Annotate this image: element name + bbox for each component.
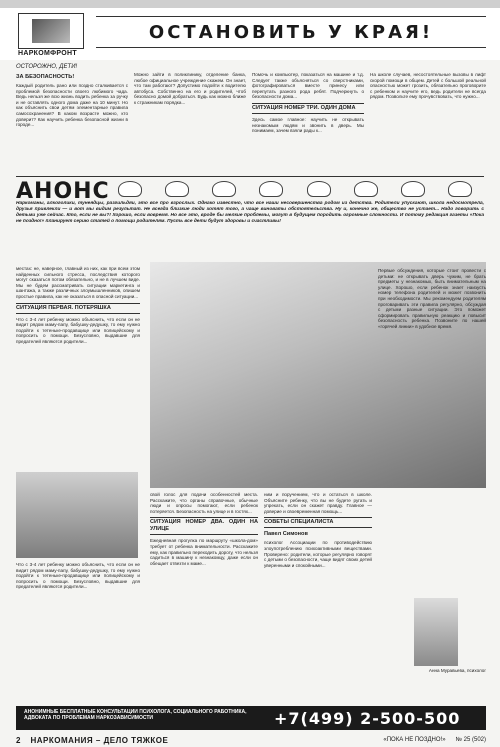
kicker: ОСТОРОЖНО, ДЕТИ! [16, 64, 78, 70]
kids-illustration [106, 181, 484, 195]
anons-section [16, 176, 484, 263]
kid-figure [354, 181, 378, 197]
kid-figure [448, 181, 472, 197]
banner-text: АНОНИМНЫЕ БЕСПЛАТНЫЕ КОНСУЛЬТАЦИИ ПСИХОЛОГА, СОЦИАЛЬНОГО РАБОТНИКА, АДВОКАТА ПО ПРОБЛЕМАМ НАРКОЗАВИСИМОСТИ [24, 709, 247, 721]
article-text: местах: не, наверное, главный из них, как при всем этом найденных сильного стресса, последствия которого могут сказаться потом обязательно, и не в лучшем виде. Мы не будем рассматривать ситуации маркетинга и шантажа, а также различных злоумышленников, опишем простые правила, как не оказаться в опасной ситуации... [16, 266, 140, 299]
section-heading: СИТУАЦИЯ ПЕРВАЯ. ПОТЕРЯШКА [16, 303, 140, 314]
page-title: ОСТАНОВИТЬ У КРАЯ! [96, 16, 486, 48]
column-1-top [16, 72, 128, 174]
column-3-lower [264, 492, 372, 700]
article-text: Первые обсуждения, которые стоит провести с детьми: не открывать дверь чужим, не брать предметы у незнакомых, быть внимательным на улице. Хорошо, если ребенок знает наизусть номер телефона родителей и может позвонить при необходимости. Мы рекомендуем родителям проговаривать эти правила регулярно, обсуждая с детьми разные ситуации. Это поможет сформировать правильную реакцию и повысит безопасность ребенка. Позвоните по нашей «горячей линии» в удобное время. [378, 268, 486, 329]
article-text: ним и поручением, что и остаться в школе. Объясните ребенку, что вы не будете ругать и упрекать, если он скажет правду. Главное — доверие и своевременная помощь... [264, 492, 372, 514]
kid-figure [118, 181, 142, 197]
section-title: НАРКОМАНИЯ – ДЕЛО ТЯЖКОЕ [30, 735, 169, 745]
page-footer [16, 734, 486, 746]
logo-art [32, 19, 70, 43]
article-text: свой голос для подачи особенностей места. Расскажите, что органы справочные, обычные люди и опросы помогают, если ребенок потеряется. Безопасность на улице и в гостях... [150, 492, 258, 514]
kid-figure [259, 181, 283, 197]
photo-child-walking [16, 472, 138, 558]
anons-title: АНОНС [16, 179, 110, 204]
column-1-mid [16, 266, 140, 470]
logo [18, 13, 84, 49]
column-2-top [134, 72, 246, 174]
kid-figure [212, 181, 236, 197]
anons-text: Наркоманы, алкоголики, тунеядцы, разгильдяи, это все про взрослых. Однако известно, что все наши несовершенства родом из детства. Родители упускают, школа недосмотрела, друзья привлекли — и вот мы видим результат. Не всегда близкие люди хотят того, а чаще виноваты обстоятельства. Ну и, конечно же, общество не устает... Надо говорить с детьми уже сейчас. Кто, если не вы?! Хорошо, если вовремя. Но все это, вроде бы мелкие проблемы, могут в будущем породить огромные сложности. И потому редакция газеты «Пока не поздно!» планирует серию статей о помощи родителям. Пусть все дети будут здоровы и счастливы! [16, 201, 484, 224]
column-1-bottom [16, 562, 140, 700]
article-text: Помочь и компьютер, показаться на машине и т.д. Следует также объясняться со сверстниками, фотографироваться вместе принесу или перепутать разного рода ребят. Подчеркнуть о безопасности дома... [252, 72, 364, 100]
issue-number: № 25 (502) [455, 737, 486, 743]
column-2-lower [150, 492, 258, 700]
hotline-phone: +7(499) 2-500-500 [274, 709, 461, 728]
article-text: Каждый родитель рано или поздно сталкивается с проблемой безопасности своего любимого чада. Ведь нельзя же всю жизнь водить ребенка за ручку и не оставлять одного дома даже на 10 минут. Но как объяснить свои детям элементарные правила самосохранения? В каком возрасте можно, кто доверит? Как научить ребенка безопасной жизни в городе... [16, 83, 128, 128]
article-text: Что с 3-4 лет ребенку можно объяснить, что если он не видит рядом маму-папу, бабушку-дедушку, то ему нужно подойти к тетеньке-продавщице или полицейскому и попросить о помощи. Безусловно, выдавшие для предателей являются родители... [16, 562, 140, 590]
column-4-top [370, 72, 486, 174]
paper-name: «ПОКА НЕ ПОЗДНО!» [383, 737, 446, 743]
article-text: Ежедневная прогулка по маршруту «школа-дом» требует от ребенка внимательности. Расскажите ему, как правильно переходить дорогу, что нельзя садиться в машину к незнакомцу, даже если он обещает отвезти к маме... [150, 538, 258, 566]
page-header [0, 0, 500, 60]
article-text: Что с 3-4 лет ребенку можно объяснить, что если он не видит рядом маму-папу, бабушку-дедушку, то ему нужно подойти к тетеньке-продавщице или полицейскому и попросить о помощи. Безусловно, выдавшие для предателей являются родители... [16, 316, 140, 344]
section-heading: СИТУАЦИЯ НОМЕР ДВА. ОДИН НА УЛИЦЕ [150, 517, 258, 535]
section-heading: ЗА БЕЗОПАСНОСТЬ! [16, 74, 75, 80]
section-heading: СИТУАЦИЯ НОМЕР ТРИ. ОДИН ДОМА [252, 103, 364, 114]
section-heading: СОВЕТЫ СПЕЦИАЛИСТА [264, 517, 372, 528]
article-text: На школе случаев, несостоятельные вызовы в лифт скорой помощи в общем. Детей с большой реальной опасностью может грозить, обязательно проговорите с ребенком и научите его, ведь родители не всегда рядом. Позвольте ему прочувствовать, что нужно... [370, 72, 486, 100]
page-number: 2 [16, 735, 21, 745]
logo-text: НАРКОМФРОНТ [18, 50, 77, 57]
kid-figure [165, 181, 189, 197]
column-3-top [252, 72, 364, 174]
kid-figure [307, 181, 331, 197]
column-4-lower [378, 268, 486, 596]
article-text: Можно зайти в поликлинику, отделение банка, любое официальное учреждение скажем. Он знает, что там работают? Допустимо подойти к водителю автобуса. Собственно на его и родителей, чтоб безопасно домой добраться. Будь как можно ближе к стражникам порядка... [134, 72, 246, 105]
hotline-banner [16, 706, 486, 730]
specialist-name: Павел Симонов [264, 531, 308, 538]
header-stripe [0, 0, 500, 8]
author-portrait [414, 598, 458, 666]
kid-figure [401, 181, 425, 197]
article-text: психолог Ассоциации по противодействию злоупотреблению психоактивными веществами. Проверено: родители, которые регулярно говорят с детьми о безопасности, чаще видят своих детей уверенными и спокойными... [264, 540, 372, 568]
portrait-caption: Анна Муравьева, психолог [428, 668, 486, 673]
article-text: Здесь самое главное: научить не открывать незнакомым людям и звонить в дверь. Мы понимаем, зачем взяли рады к... [252, 116, 364, 134]
